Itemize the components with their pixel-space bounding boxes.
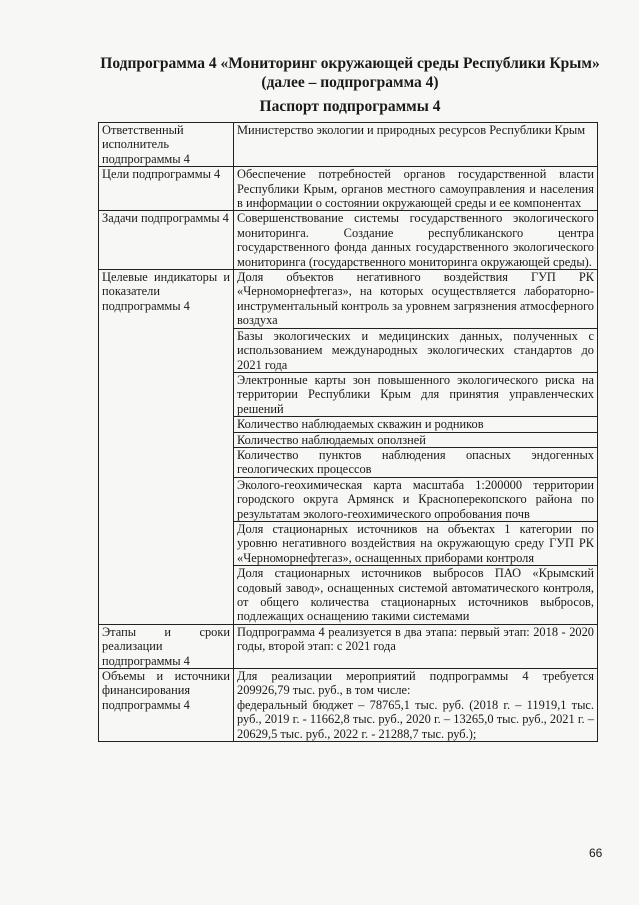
row-value: Количество наблюдаемых скважин и родников [234, 417, 598, 432]
row-value: Базы экологических и медицинских данных, полученных с использованием международных экологических стандартов до 2021 года [234, 328, 598, 372]
row-value: Обеспечение потребностей органов государственной власти Республики Крым, органов местного самоуправления и населения в информации о состоянии окружающей среды и ее компонентах [234, 167, 598, 211]
page-number: 66 [589, 846, 603, 860]
passport-row [99, 123, 598, 167]
row-value: Доля объектов негативного воздействия ГУП РК «Черноморнефтегаз», на которых осуществляется лабораторно-инструментальный контроль за уровнем загрязнения атмосферного воздуха [234, 270, 598, 329]
row-label: Задачи подпрограммы 4 [99, 211, 234, 270]
row-value: Совершенствование системы государственного экологического мониторинга. Создание республиканского центра государственного фонда данных государственного экологического мониторинга (государственного мониторинга окружающей среды). [234, 211, 598, 270]
passport-row [99, 669, 598, 742]
row-value: Подпрограмма 4 реализуется в два этапа: первый этап: 2018 - 2020 годы, второй этап: с 2021 года [234, 624, 598, 668]
passport-row [99, 270, 598, 329]
row-label: Объемы и источники финансирования подпрограммы 4 [99, 669, 234, 742]
passport-heading: Паспорт подпрограммы 4 [259, 98, 441, 115]
row-label: Цели подпрограммы 4 [99, 167, 234, 211]
row-value: Количество пунктов наблюдения опасных эндогенных геологических процессов [234, 447, 598, 477]
row-value: Министерство экологии и природных ресурсов Республики Крым [234, 123, 598, 167]
title-line-1: Подпрограмма 4 «Мониторинг окружающей среды Республики Крым» [100, 55, 600, 72]
title-line-2: (далее – подпрограмма 4) [261, 74, 439, 91]
row-value: Доля стационарных источников выбросов ПАО «Крымский содовый завод», оснащенных системой автоматического контроля, от общего количества стационарных источников выбросов, подлежащих оснащению такими системами [234, 566, 598, 625]
passport-row [99, 624, 598, 668]
row-value: Доля стационарных источников на объектах 1 категории по уровню негативного воздействия на окружающую среду ГУП РК «Черноморнефтегаз», оснащенных приборами контроля [234, 521, 598, 565]
row-label: Ответственный исполнитель подпрограммы 4 [99, 123, 234, 167]
subprogram-title [90, 54, 610, 92]
passport-row [99, 167, 598, 211]
passport-row [99, 211, 598, 270]
row-value: Количество наблюдаемых оползней [234, 432, 598, 447]
passport-table [98, 122, 598, 742]
row-label: Этапы и сроки реализации подпрограммы 4 [99, 624, 234, 668]
row-value: Эколого-геохимическая карта масштаба 1:200000 территории городского округа Армянск и Красноперекопского района по результатам эколого-геохимического опробования почв [234, 477, 598, 521]
row-value: Электронные карты зон повышенного экологического риска на территории Республики Крым для принятия управленческих решений [234, 372, 598, 416]
row-value: Для реализации мероприятий подпрограммы 4 требуется 209926,79 тыс. руб., в том числе: федеральный бюджет – 78765,1 тыс. руб. (2018 г. – 11919,1 тыс. руб., 2019 г. - 11662,8 тыс. руб., 2020 г. – 13265,0 тыс. руб., 2021 г. – 20629,5 тыс. руб., 2022 г. - 21288,7 тыс. руб.); [234, 669, 598, 742]
row-label: Целевые индикаторы и показатели подпрограммы 4 [99, 270, 234, 625]
